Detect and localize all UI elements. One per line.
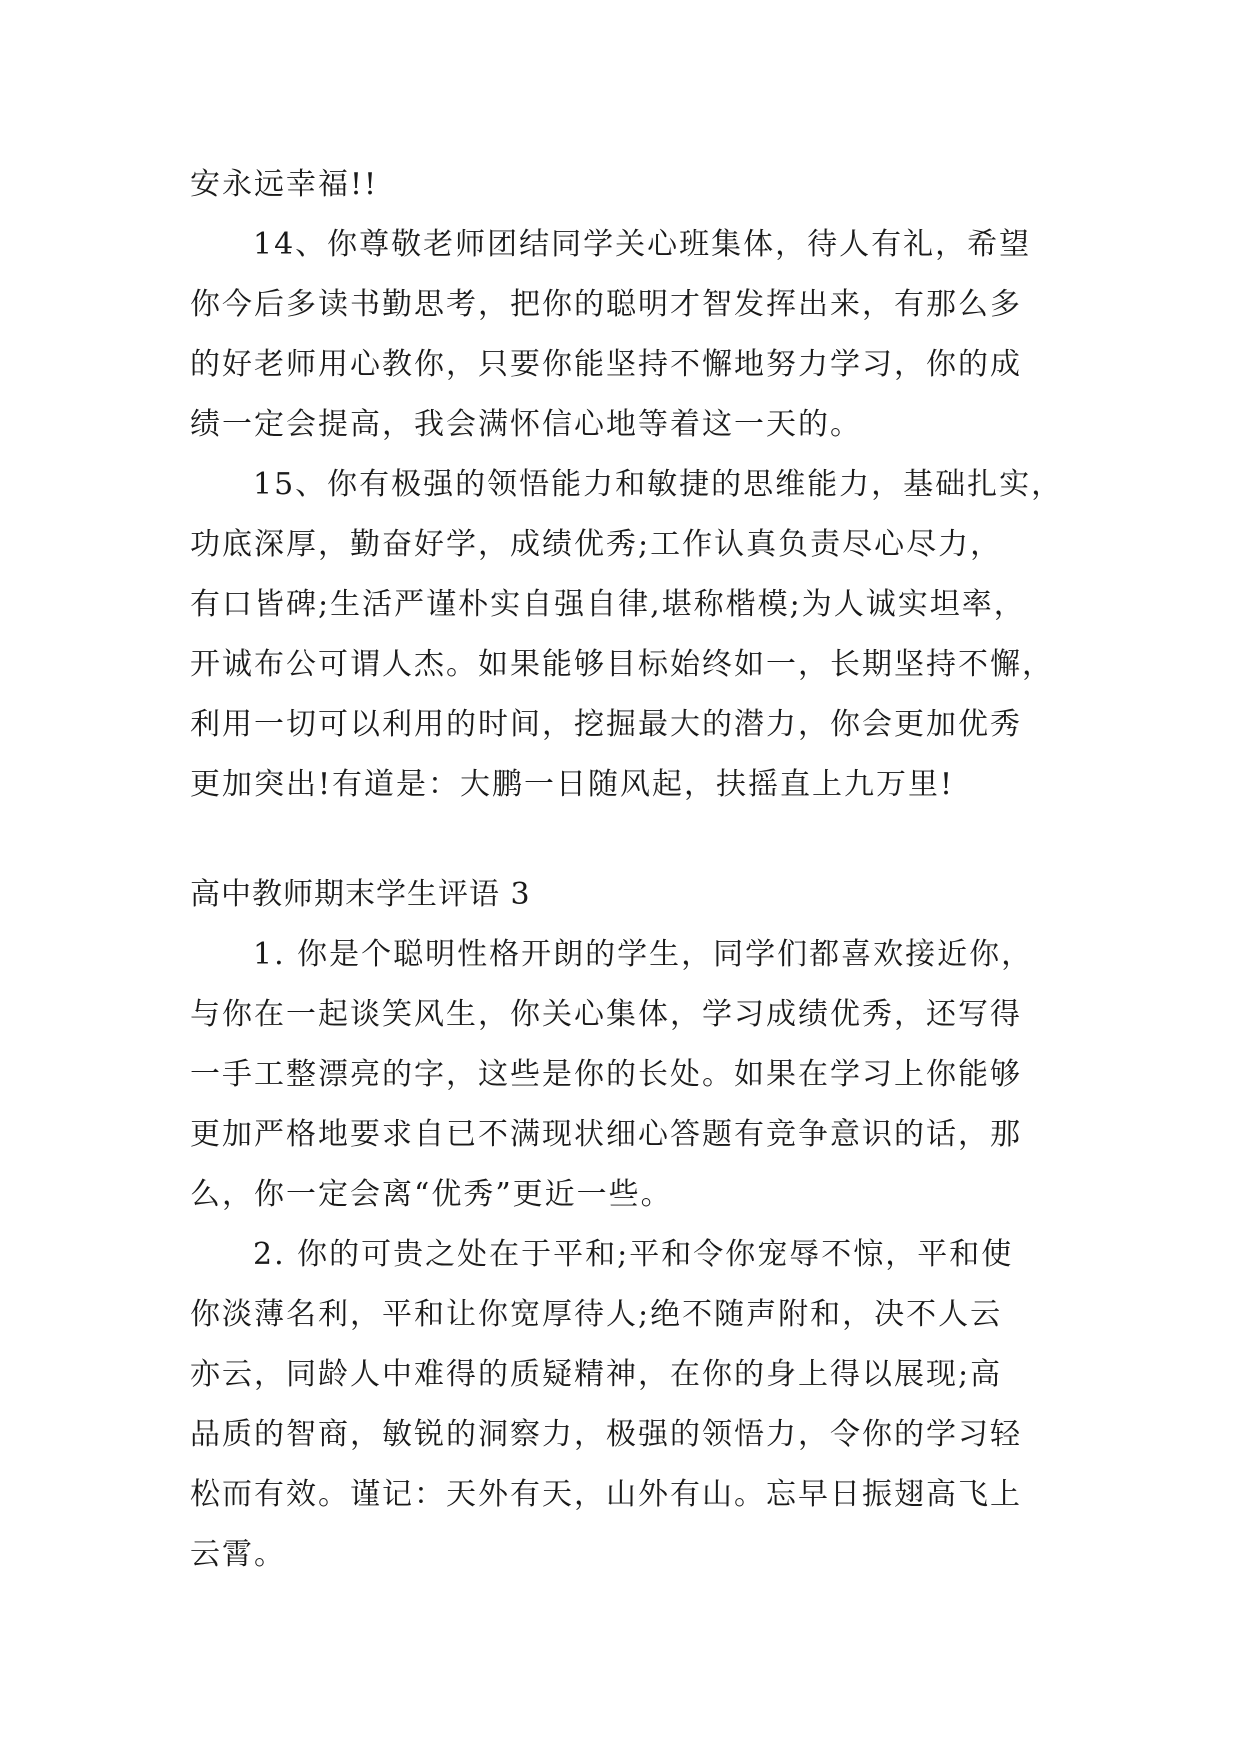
text-line: 的好老师用心教你，只要你能坚持不懈地努力学习，你的成 <box>190 347 1022 382</box>
text-line-item-14-start: 14、你尊敬老师团结同学关心班集体，待人有礼，希望 <box>253 227 1032 262</box>
text-line: 安永远幸福!! <box>190 167 379 202</box>
text-line: 绩一定会提高，我会满怀信心地等着这一天的。 <box>190 407 862 442</box>
text-line: 一手工整漂亮的字，这些是你的长处。如果在学习上你能够 <box>190 1057 1022 1092</box>
text-line: 亦云，同龄人中难得的质疑精神，在你的身上得以展现;高 <box>190 1357 1003 1392</box>
text-line: 你淡薄名利，平和让你宽厚待人;绝不随声附和，决不人云 <box>190 1297 1003 1332</box>
text-line-item-2-start: 2. 你的可贵之处在于平和;平和令你宠辱不惊，平和使 <box>253 1237 1014 1272</box>
text-line-item-15-start: 15、你有极强的领悟能力和敏捷的思维能力，基础扎实， <box>253 467 1064 502</box>
text-line: 利用一切可以利用的时间，挖掘最大的潜力，你会更加优秀 <box>190 707 1022 742</box>
text-line: 功底深厚，勤奋好学，成绩优秀;工作认真负责尽心尽力， <box>190 527 1003 562</box>
text-line: 与你在一起谈笑风生，你关心集体，学习成绩优秀，还写得 <box>190 997 1022 1032</box>
text-line: 更加突出!有道是：大鹏一日随风起，扶摇直上九万里! <box>190 767 955 802</box>
text-line: 品质的智商，敏锐的洞察力，极强的领悟力，令你的学习轻 <box>190 1417 1022 1452</box>
text-line: 你今后多读书勤思考，把你的聪明才智发挥出来，有那么多 <box>190 287 1022 322</box>
text-line: 云霄。 <box>190 1537 286 1572</box>
text-line: 更加严格地要求自已不满现状细心答题有竞争意识的话，那 <box>190 1117 1022 1152</box>
document-body <box>190 155 1064 1585</box>
text-line: 开诚布公可谓人杰。如果能够目标始终如一，长期坚持不懈， <box>190 647 1054 682</box>
text-line-item-1-start: 1. 你是个聪明性格开朗的学生，同学们都喜欢接近你， <box>253 937 1034 972</box>
text-line: 松而有效。谨记：天外有天，山外有山。忘早日振翅高飞上 <box>190 1477 1022 1512</box>
text-line: 有口皆碑;生活严谨朴实自强自律,堪称楷模;为人诚实坦率， <box>190 587 1026 622</box>
text-line: 么，你一定会离“优秀”更近一些。 <box>190 1177 673 1212</box>
section-spacer <box>190 815 1060 865</box>
section-heading: 高中教师期末学生评语 3 <box>190 877 531 912</box>
